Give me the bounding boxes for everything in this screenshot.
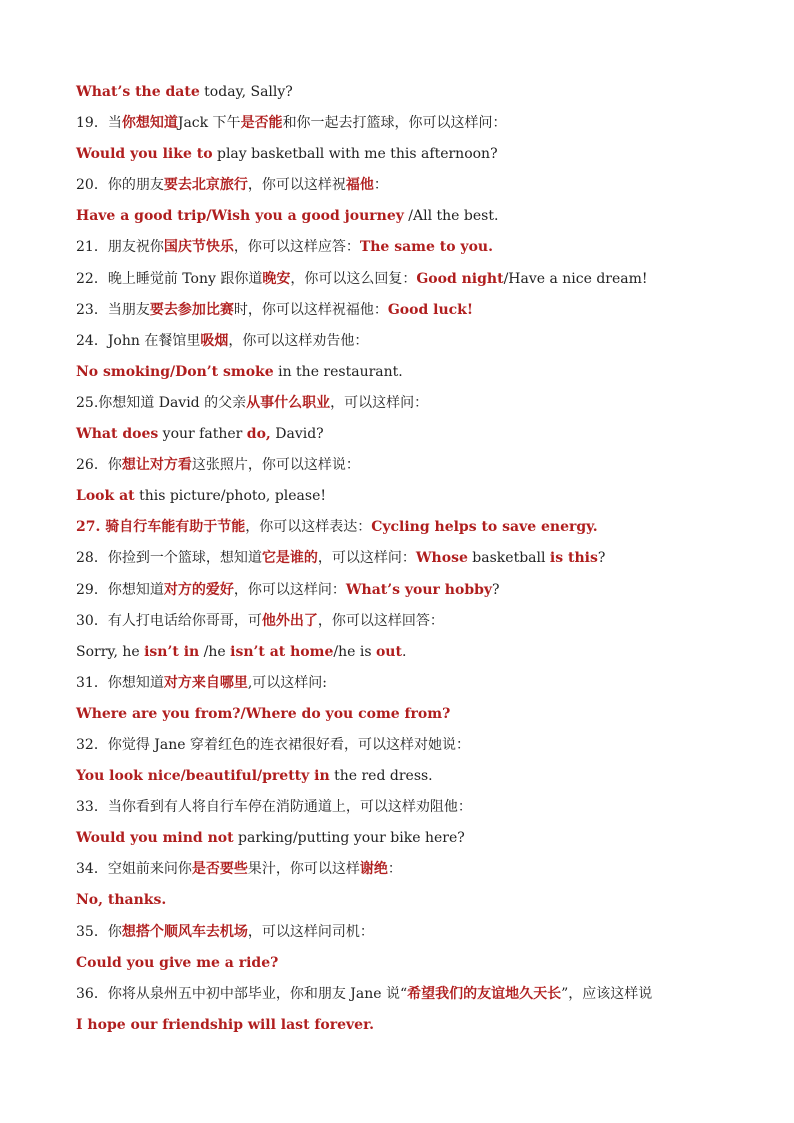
answer-text: out — [375, 643, 402, 660]
text-segment: 21．朋友祝你 — [76, 239, 164, 256]
text-segment: 22．晚上睡觉前 Tony 跟你道 — [76, 270, 263, 287]
text-segment: 25.你想知道 David 的父亲 — [76, 394, 247, 411]
text-segment: 26．你 — [76, 457, 122, 474]
text-line — [76, 329, 756, 360]
answer-text: No, thanks. — [76, 892, 167, 909]
text-segment: ，你可以这样表达： — [245, 519, 372, 536]
answer-text: 谢绝 — [359, 861, 388, 878]
text-line — [76, 764, 756, 795]
answer-text: 对方来自哪里 — [163, 674, 248, 691]
answer-text: No smoking/Don’t smoke — [76, 363, 274, 380]
text-segment: 时，你可以这样祝福他： — [233, 301, 388, 318]
text-segment: 35．你 — [76, 923, 122, 940]
text-segment: ： — [387, 861, 402, 878]
text-segment: 20．你的朋友 — [76, 177, 164, 194]
answer-text: What’s the date — [76, 84, 200, 100]
text-line — [76, 1013, 756, 1044]
text-segment: /Have a nice dream! — [503, 270, 648, 287]
answer-text: The same to you. — [359, 239, 493, 256]
text-line — [76, 360, 756, 391]
answer-text: 国庆节快乐 — [163, 239, 234, 256]
text-line — [76, 111, 756, 142]
text-line — [76, 982, 756, 1013]
answer-text: Where are you from?/Where do you come from? — [76, 705, 451, 722]
text-line — [76, 920, 756, 951]
text-line — [76, 484, 756, 515]
text-segment: 和你一起去打篮球，你可以这样问： — [282, 115, 507, 132]
text-segment: Sorry, he — [76, 643, 145, 660]
text-segment: 19．当 — [76, 115, 122, 132]
text-segment: ，可以这样问司机： — [247, 923, 374, 940]
text-segment: ，可以这样问： — [317, 550, 416, 567]
answer-text: isn’t at home — [230, 643, 334, 660]
text-segment: 29．你想知道 — [76, 581, 164, 598]
answer-text: Cycling helps to save energy. — [371, 519, 598, 536]
text-line — [76, 702, 756, 733]
text-segment: ”，应该这样说 — [561, 985, 653, 1002]
answer-text: 从事什么职业 — [246, 394, 331, 411]
text-segment: 34．空姐前来问你 — [76, 861, 192, 878]
text-segment: this picture/photo, please! — [134, 488, 326, 505]
answer-text: Could you give me a ride? — [76, 954, 279, 971]
text-segment: 23．当朋友 — [76, 301, 150, 318]
text-segment: 36．你将从泉州五中初中部毕业，你和朋友 Jane 说“ — [76, 985, 408, 1002]
text-segment: basketball — [467, 550, 550, 567]
text-segment: parking/putting your bike here? — [233, 830, 465, 847]
text-line — [76, 640, 756, 671]
text-line — [76, 298, 756, 329]
text-segment: 30．有人打电话给你哥哥，可 — [76, 612, 262, 629]
text-line — [76, 546, 756, 577]
text-line — [76, 422, 756, 453]
text-segment: ，你可以这样应答： — [233, 239, 360, 256]
text-segment: 果汁，你可以这样 — [247, 861, 360, 878]
text-segment: 28．你捡到一个篮球，想知道 — [76, 550, 262, 567]
text-line — [76, 173, 756, 204]
answer-text: You look nice/beautiful/pretty in — [76, 768, 330, 785]
answer-text: Whose — [415, 550, 468, 567]
answer-text: 对方的爱好 — [163, 581, 234, 598]
text-line — [76, 888, 756, 919]
text-line — [76, 795, 756, 826]
answer-text: 是否能 — [240, 115, 283, 132]
text-line — [76, 142, 756, 173]
text-segment: 32．你觉得 Jane 穿着红色的连衣裙很好看，可以这样对她说： — [76, 736, 470, 753]
text-line — [76, 609, 756, 640]
answer-text: 它是谁的 — [261, 550, 318, 567]
answer-text: 想搭个顺风车去机场 — [121, 923, 248, 940]
answer-text: Good luck! — [387, 301, 473, 318]
answer-text: Would you mind not — [76, 830, 234, 847]
answer-text: do, — [246, 426, 271, 443]
text-line — [76, 267, 756, 298]
answer-text: I hope our friendship will last forever. — [76, 1016, 375, 1033]
answer-text: What does — [76, 426, 159, 443]
text-segment: Jack 下午 — [177, 115, 241, 132]
answer-text: 27. 骑自行车能有助于节能 — [76, 519, 246, 536]
answer-text: isn’t in — [144, 643, 200, 660]
text-line — [76, 391, 756, 422]
answer-text: 想让对方看 — [121, 457, 192, 474]
answer-text: Good night — [416, 270, 504, 287]
text-line — [76, 671, 756, 702]
text-segment: /All the best. — [403, 208, 499, 225]
text-segment: ? — [597, 550, 606, 567]
text-line — [76, 578, 756, 609]
text-line — [76, 733, 756, 764]
text-segment: David? — [270, 426, 324, 443]
text-line — [76, 453, 756, 484]
text-line — [76, 951, 756, 982]
text-segment: your father — [158, 426, 247, 443]
text-line — [76, 204, 756, 235]
text-segment: /he is — [333, 643, 376, 660]
text-segment: ，可以这样问： — [330, 394, 429, 411]
text-segment: 31．你想知道 — [76, 674, 164, 691]
text-segment: 24．John 在餐馆里 — [76, 332, 201, 349]
text-segment: ，你可以这样祝 — [247, 177, 346, 194]
text-segment: 这张照片，你可以这样说： — [191, 457, 360, 474]
answer-text: 要去北京旅行 — [163, 177, 248, 194]
text-line — [76, 235, 756, 266]
text-segment: ： — [373, 177, 388, 194]
text-segment: /he — [199, 643, 231, 660]
text-segment: . — [401, 643, 407, 660]
answer-text: 希望我们的友谊地久天长 — [407, 985, 562, 1002]
text-segment: ，你可以这样问： — [233, 581, 346, 598]
answer-text: 晚安 — [262, 270, 291, 287]
text-segment: ，你可以这样劝告他： — [228, 332, 369, 349]
text-line — [76, 826, 756, 857]
answer-text: What’s your hobby — [345, 581, 493, 598]
text-segment: the red dress. — [329, 768, 433, 785]
text-segment: ，你可以这么回复： — [290, 270, 417, 287]
answer-text: 福他 — [345, 177, 374, 194]
answer-text: 你想知道 — [121, 115, 178, 132]
answer-text: Look at — [76, 488, 135, 505]
text-line — [76, 80, 756, 111]
document-page — [76, 80, 756, 1044]
answer-text: 吸烟 — [200, 332, 229, 349]
answer-text: 要去参加比赛 — [149, 301, 234, 318]
answer-text: Have a good trip/Wish you a good journey — [76, 208, 404, 225]
text-line — [76, 857, 756, 888]
text-segment: 33．当你看到有人将自行车停在消防通道上，可以这样劝阻他： — [76, 799, 472, 816]
answer-text: 是否要些 — [191, 861, 248, 878]
text-segment: ? — [492, 581, 500, 598]
text-segment: play basketball with me this afternoon? — [212, 146, 498, 163]
answer-text: Would you like to — [76, 146, 213, 163]
text-segment: in the restaurant. — [273, 363, 403, 380]
text-segment: today, Sally? — [199, 84, 293, 100]
text-segment: ，你可以这样回答： — [317, 612, 444, 629]
text-line — [76, 515, 756, 546]
answer-text: is this — [549, 550, 598, 567]
text-segment: ,可以这样问: — [247, 674, 327, 691]
answer-text: 他外出了 — [261, 612, 318, 629]
